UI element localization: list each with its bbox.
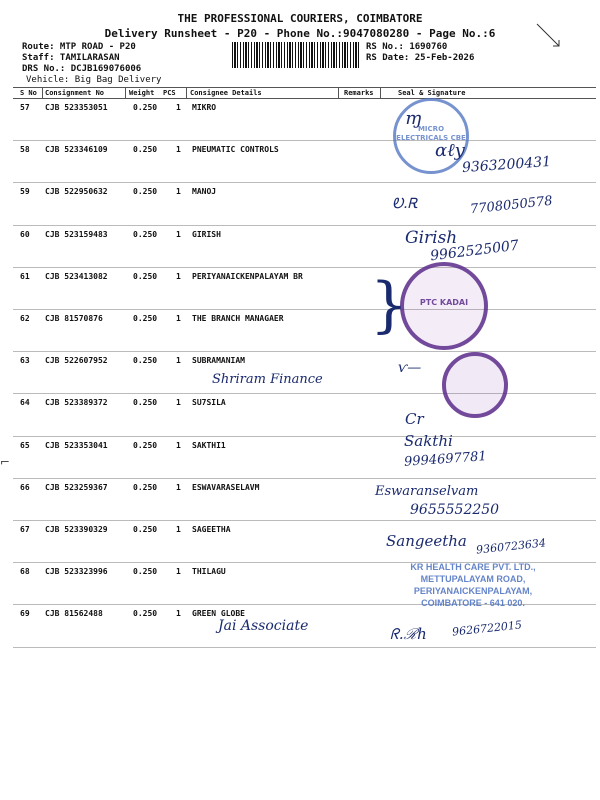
branch-stamp-text: PTC KADAI xyxy=(419,298,469,307)
row-sno: 68 xyxy=(20,567,30,577)
row-weight: 0.250 xyxy=(133,525,158,534)
col-seal: Seal & Signature xyxy=(398,89,466,97)
row-consignment-no: CJB 523353041 xyxy=(45,440,108,450)
col-divider xyxy=(338,88,339,98)
row-divider xyxy=(13,393,596,394)
row-weight: 0.250 xyxy=(133,440,158,450)
hand-phone-58: 9363200431 xyxy=(461,153,552,177)
subramaniam-stamp xyxy=(442,352,508,418)
hand-sangeetha: Sangeetha xyxy=(386,532,467,550)
row-sno: 62 xyxy=(20,314,30,323)
row-pcs: 1 xyxy=(176,609,181,619)
kr-stamp-line: PERIYANAICKENPALAYAM, xyxy=(413,586,533,596)
route-text: Route: MTP ROAD - P20 xyxy=(22,42,136,52)
row-pcs: 1 xyxy=(176,482,181,492)
staff-text: Staff: TAMILARASAN xyxy=(22,53,120,63)
row-consignment-no: CJB 523323996 xyxy=(45,567,108,577)
col-weight: Weight xyxy=(129,89,155,97)
company-title: THE PROFESSIONAL COURIERS, COIMBATORE xyxy=(177,12,423,25)
signature-mark: ᖇ.ℛℎ xyxy=(390,625,427,643)
signature-mark: ɑℓy xyxy=(435,140,465,161)
header-top-rule xyxy=(13,87,596,88)
row-pcs: 1 xyxy=(176,229,181,239)
row-consignment-no: CJB 523413082 xyxy=(45,271,108,281)
row-consignee: GIRISH xyxy=(192,229,221,239)
signature-mark: Ꭷ.Ꭱ xyxy=(392,196,419,212)
row-consignment-no: CJB 523353051 xyxy=(45,103,108,112)
row-consignee: MANOJ xyxy=(192,187,217,197)
row-sno: 60 xyxy=(20,229,30,239)
row-weight: 0.250 xyxy=(133,103,158,112)
row-pcs: 1 xyxy=(176,314,181,323)
row-divider xyxy=(13,436,596,437)
hand-phone-69: 9626722015 xyxy=(451,618,523,639)
row-pcs: 1 xyxy=(176,103,181,112)
row-consignee: GREEN GLOBE xyxy=(192,609,245,619)
row-sno: 63 xyxy=(20,356,30,366)
row-consignment-no: CJB 523346109 xyxy=(45,145,108,155)
kr-stamp-line: COIMBATORE - 641 020. xyxy=(421,598,525,608)
hand-jai: Jai Associate xyxy=(218,618,309,634)
col-divider xyxy=(125,88,126,98)
col-divider xyxy=(42,88,43,98)
row-sno: 69 xyxy=(20,609,30,619)
row-divider xyxy=(13,647,596,648)
hand-phone-60: 9962525007 xyxy=(429,237,520,265)
row-weight: 0.250 xyxy=(133,567,158,577)
row-divider xyxy=(13,140,596,141)
row-divider xyxy=(13,351,596,352)
corner-mark-icon xyxy=(535,20,565,50)
row-consignment-no: CJB 523390329 xyxy=(45,525,108,534)
row-sno: 61 xyxy=(20,271,30,281)
row-divider xyxy=(13,478,596,479)
row-weight: 0.250 xyxy=(133,229,158,239)
row-weight: 0.250 xyxy=(133,609,158,619)
row-sno: 66 xyxy=(20,482,30,492)
row-weight: 0.250 xyxy=(133,145,158,155)
row-weight: 0.250 xyxy=(133,271,158,281)
col-remarks: Remarks xyxy=(344,89,374,97)
hand-eswaran: Eswaranselvam xyxy=(375,484,479,499)
hand-girish: Girish xyxy=(405,228,458,248)
hand-phone-66: 9655552250 xyxy=(410,502,500,518)
row-consignee: THILAGU xyxy=(192,567,226,577)
row-consignee: THE BRANCH MANAGAER xyxy=(192,314,284,323)
hand-shriram: Shriram Finance xyxy=(212,372,323,387)
col-consignment: Consignment No xyxy=(45,89,105,97)
barcode xyxy=(232,42,360,68)
micro-stamp-text: MICRO ELECTRICALS CBE xyxy=(396,125,466,142)
col-sno: S No xyxy=(20,89,37,97)
row-pcs: 1 xyxy=(176,271,181,281)
row-divider xyxy=(13,520,596,521)
col-divider xyxy=(380,88,381,98)
row-weight: 0.250 xyxy=(133,314,158,323)
row-sno: 58 xyxy=(20,145,30,155)
row-consignee: SAKTHI1 xyxy=(192,440,226,450)
row-sno: 67 xyxy=(20,525,30,534)
row-consignment-no: CJB 81562488 xyxy=(45,609,103,619)
row-pcs: 1 xyxy=(176,145,181,155)
row-pcs: 1 xyxy=(176,187,181,197)
row-pcs: 1 xyxy=(176,440,181,450)
header-bottom-rule xyxy=(13,98,596,99)
row-pcs: 1 xyxy=(176,525,181,534)
vehicle-text: Vehicle: Big Bag Delivery xyxy=(26,75,162,85)
bracket-mark: } xyxy=(370,270,409,340)
branch-stamp xyxy=(400,262,488,350)
drs-text: DRS No.: DCJB169076006 xyxy=(22,64,142,74)
col-pcs: PCS xyxy=(163,89,176,97)
row-consignee: SAGEETHA xyxy=(192,525,231,534)
row-consignment-no: CJB 523259367 xyxy=(45,482,108,492)
row-divider xyxy=(13,309,596,310)
row-consignee: MIKRO xyxy=(192,103,217,112)
hand-cr: Cr xyxy=(405,410,424,428)
row-consignee: SU7SILA xyxy=(192,398,226,408)
row-consignment-no: CJB 81570876 xyxy=(45,314,103,323)
signature-mark: ⱱ— xyxy=(398,360,422,376)
row-divider xyxy=(13,182,596,183)
margin-mark: ⌐ xyxy=(0,455,11,469)
rs-number: RS No.: 1690760 xyxy=(366,42,448,52)
kr-stamp-line: KR HEALTH CARE PVT. LTD., xyxy=(410,562,536,572)
row-sno: 64 xyxy=(20,398,30,408)
hand-phone-67: 9360723634 xyxy=(475,536,547,557)
row-divider xyxy=(13,267,596,268)
rs-date: RS Date: 25-Feb-2026 xyxy=(366,53,475,63)
runsheet-subtitle: Delivery Runsheet - P20 - Phone No.:9047080280 - Page No.:6 xyxy=(104,27,496,40)
row-consignment-no: CJB 523159483 xyxy=(45,229,108,239)
row-consignment-no: CJB 522950632 xyxy=(45,187,108,197)
col-divider xyxy=(186,88,187,98)
row-consignee: PNEUMATIC CONTROLS xyxy=(192,145,279,155)
signature-mark: ɱ xyxy=(405,108,423,129)
hand-phone-59: 7708050578 xyxy=(469,193,554,218)
row-consignment-no: CJB 523389372 xyxy=(45,398,108,408)
row-weight: 0.250 xyxy=(133,482,158,492)
row-weight: 0.250 xyxy=(133,356,158,366)
row-sno: 65 xyxy=(20,440,30,450)
row-sno: 59 xyxy=(20,187,30,197)
row-weight: 0.250 xyxy=(133,187,158,197)
hand-phone-65: 9994697781 xyxy=(403,449,488,470)
kr-stamp-line: METTUPALAYAM ROAD, xyxy=(420,574,526,584)
row-weight: 0.250 xyxy=(133,398,158,408)
col-consignee: Consignee Details xyxy=(190,89,262,97)
kr-health-stamp xyxy=(388,561,558,609)
row-pcs: 1 xyxy=(176,356,181,366)
row-consignee: ESWAVARASELAVM xyxy=(192,482,260,492)
row-divider xyxy=(13,225,596,226)
row-pcs: 1 xyxy=(176,398,181,408)
row-consignee: PERIYANAICKENPALAYAM BR xyxy=(192,271,303,281)
row-sno: 57 xyxy=(20,103,30,112)
row-pcs: 1 xyxy=(176,567,181,577)
row-consignee: SUBRAMANIAM xyxy=(192,356,245,366)
hand-sakthi: Sakthi xyxy=(404,432,453,450)
row-consignment-no: CJB 522607952 xyxy=(45,356,108,366)
